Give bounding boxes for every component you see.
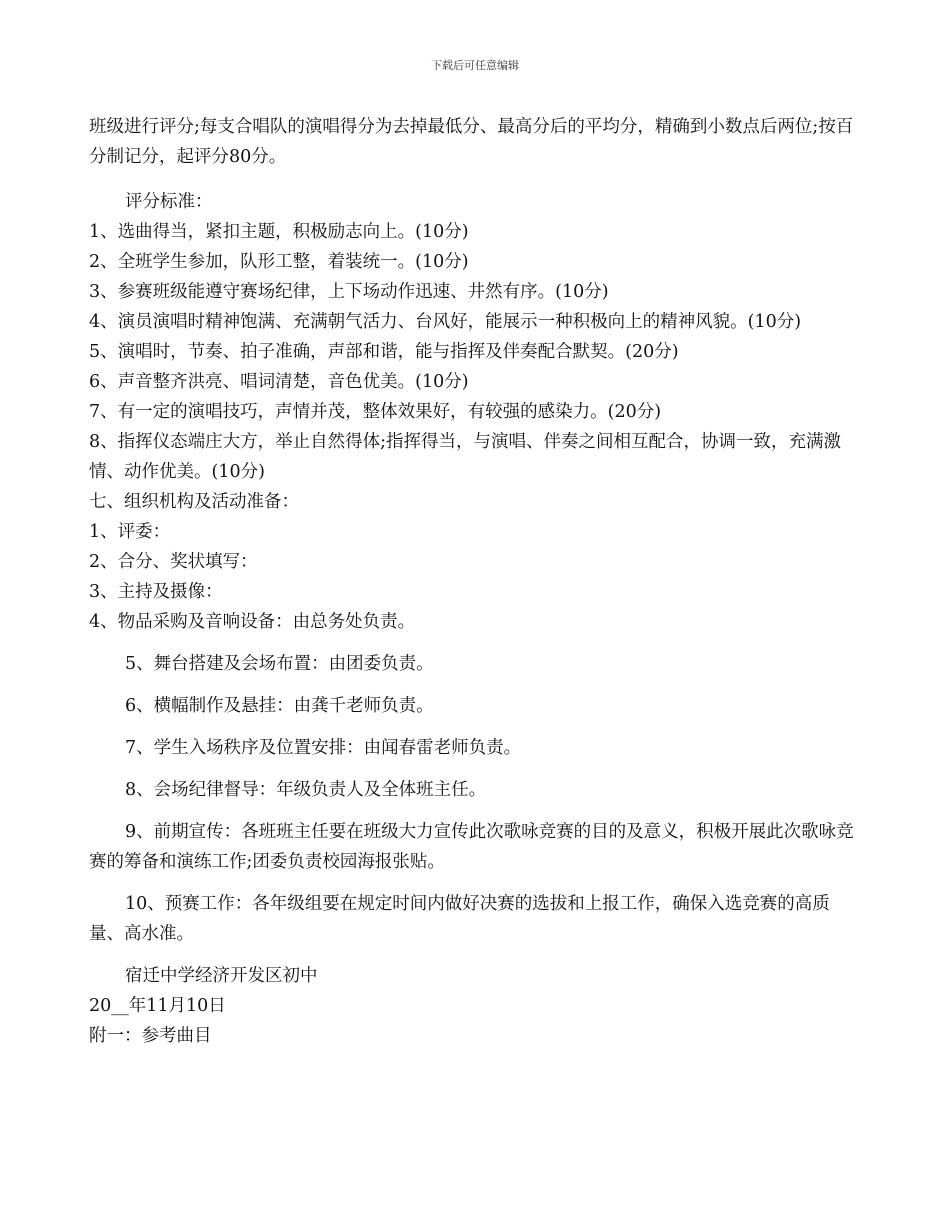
org-item-6: 6、横幅制作及悬挂：由龚千老师负责。	[125, 696, 434, 716]
criteria-item-4: 4、演员演唱时精神饱满、充满朝气活力、台风好，能展示一种积极向上的精神风貌。(10分)	[89, 312, 802, 332]
org-item-5: 5、舞台搭建及会场布置：由团委负责。	[125, 654, 434, 674]
org-item-10: 10、预赛工作：各年级组要在规定时间内做好决赛的选拔和上报工作，确保入选竞赛的高质量、高水准。	[89, 894, 830, 944]
criteria-item-8: 8、指挥仪态端庄大方，举止自然得体;指挥得当，与演唱、伴奏之间相互配合，协调一致，充满激情、动作优美。(10分)	[89, 432, 842, 482]
criteria-item-3: 3、参赛班级能遵守赛场纪律，上下场动作迅速、井然有序。(10分)	[89, 282, 609, 302]
intro-paragraph: 班级进行评分;每支合唱队的演唱得分为去掉最低分、最高分后的平均分，精确到小数点后两位;按百分制记分，起评分80分。	[89, 117, 854, 167]
criteria-title: 评分标准：	[125, 192, 213, 212]
page-header: 下载后可任意编辑	[431, 59, 519, 72]
org-item-7: 7、学生入场秩序及位置安排：由闻春雷老师负责。	[125, 738, 522, 758]
document-body	[89, 112, 864, 1051]
org-item-4: 4、物品采购及音响设备：由总务处负责。	[89, 612, 416, 632]
section-title-organization: 七、组织机构及活动准备：	[89, 492, 299, 512]
criteria-item-5: 5、演唱时，节奏、拍子准确，声部和谐，能与指挥及伴奏配合默契。(20分)	[89, 342, 679, 362]
org-item-2: 2、合分、奖状填写：	[89, 552, 258, 572]
criteria-item-7: 7、有一定的演唱技巧，声情并茂，整体效果好，有较强的感染力。(20分)	[89, 402, 662, 422]
appendix-title: 附一：参考曲目	[89, 1026, 212, 1046]
org-item-8: 8、会场纪律督导：年级负责人及全体班主任。	[125, 780, 487, 800]
criteria-item-2: 2、全班学生参加，队形工整，着装统一。(10分)	[89, 252, 469, 272]
org-item-1: 1、评委：	[89, 522, 171, 542]
signature: 宿迁中学经济开发区初中	[125, 966, 318, 986]
criteria-item-6: 6、声音整齐洪亮、唱词清楚，音色优美。(10分)	[89, 372, 469, 392]
criteria-item-1: 1、选曲得当，紧扣主题，积极励志向上。(10分)	[89, 222, 469, 242]
document-date: 20__年11月10日	[89, 996, 226, 1016]
org-item-9: 9、前期宣传：各班班主任要在班级大力宣传此次歌咏竞赛的目的及意义，积极开展此次歌咏竞赛的筹备和演练工作;团委负责校园海报张贴。	[89, 822, 854, 872]
org-item-3: 3、主持及摄像：	[89, 582, 223, 602]
